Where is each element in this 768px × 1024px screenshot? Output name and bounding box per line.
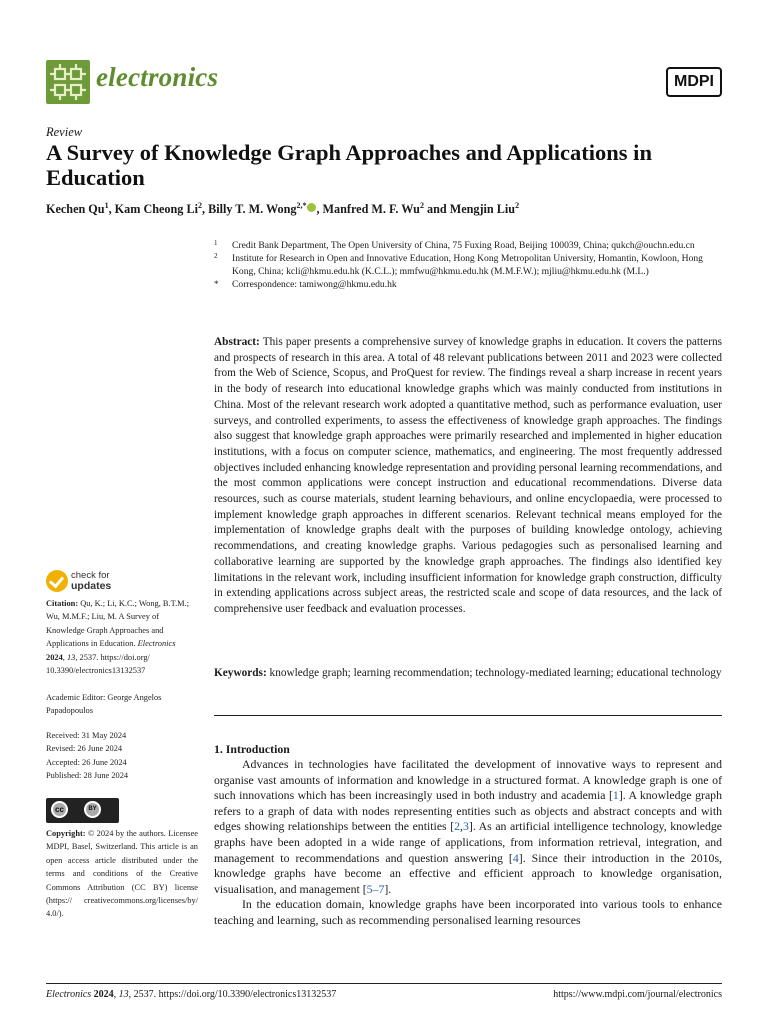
journal-logo-icon <box>46 60 90 104</box>
paragraph: Advances in technologies have facilitated the development of innovative ways to represent and organise vast amounts of information and knowledge in a structured format. A knowledge graph is one of such innovations which has been increasingly used in both industry and academia [1]. A knowledge graph refers to a graph of data with nodes representing entities such as objects and abstract concepts and with edges showing relationships between the entities [2,3]. As an artificial intelligence technology, knowledge graphs have been adopted in a wide range of applications, from information retrieval, integration, and management to recommendations and question answering [4]. Since their introduction in the 2010s, knowledge graphs have become an effective and efficient approach to knowledge organisation, visualisation, and management [5–7]. <box>214 757 722 896</box>
article-type: Review <box>46 125 83 139</box>
academic-editor: Academic Editor: George Angelos Papadopoulos <box>46 693 162 716</box>
abstract-text: This paper presents a comprehensive survey of knowledge graphs in education. It covers the patterns and prospects of research in this area. A total of 48 relevant publications between 2011 and 2023 were collected from the Web of Science, Scopus, and ProQuest for review. The findings reveal a sharp increase in recent years in the body of research into educational knowledge graphs which was mainly conducted from institutions in China. Most of the relevant research work adopted a quantitative method, such as performance evaluation, user surveys, and controlled experiments, to assess the effectiveness of knowledge graph approaches. The findings also suggest that knowledge graph approaches were primarily researched and implemented in higher education institutions, with a focus on computer science, mathematics, and engineering. The most frequently addressed objectives included enhancing knowledge representation and providing personal learning recommendations, and the most common applications were concept instruction and educational recommendations. Diverse data resources, such as course materials, student learning behaviours, and online encyclopaedia, were processed to implement knowledge graph approaches in different scenarios. Relevant technical means employed for the implementation of knowledge graphs dealt with the purposes of building knowledge ontology, achieving recommendations, and creating knowledge graphs. Various pedagogies such as personalised learning and collaborative learning are supported by the knowledge graph approaches. The findings also identified key limitations in the relevant work, including insufficient information for knowledge graph construction, difficulty in extending applications across subject areas, the restricted scale and scope of data resources, and the lack of comprehensive user feedback and evaluation processes. <box>214 336 722 615</box>
author[interactable]: Kechen Qu <box>46 202 105 217</box>
citation-doi[interactable]: , 2537. https://doi.org/ 10.3390/electronics13132537 <box>46 652 150 676</box>
publication-dates: Received: 31 May 2024 Revised: 26 June 2024 Accepted: 26 June 2024 Published: 28 June 2024 <box>46 731 129 781</box>
section-divider <box>214 715 722 716</box>
introduction-body <box>214 757 722 929</box>
reference-link[interactable]: 2 <box>454 819 461 834</box>
author-list: Kechen Qu$^1$, Kam Cheong Li$^2$, Billy T. M. Wong$^{2,*}$ , Manfred M. F. Wu$^2$ and Mengjin Liu$^2$ <box>46 201 520 217</box>
author[interactable]: Billy T. M. Wong <box>208 202 297 217</box>
keywords-text: knowledge graph; learning recommendation; technology-mediated learning; educational technology <box>269 667 722 679</box>
section-heading-introduction: 1. Introduction <box>214 742 290 756</box>
affiliation-1: 1 Credit Bank Department, The Open University of China, 75 Fuxing Road, Beijing 100039, China; qukch@ouchn.edu.cn <box>214 239 695 251</box>
reference-link[interactable]: 3 <box>462 819 469 834</box>
check-icon <box>46 570 68 592</box>
cc-by-license-icon[interactable]: cc BY <box>46 798 119 823</box>
abstract-label: Abstract: <box>214 336 260 348</box>
journal-name: electronics <box>96 62 219 92</box>
footer-journal-url[interactable]: https://www.mdpi.com/journal/electronics <box>553 989 722 1000</box>
abstract <box>214 335 722 618</box>
citation-block: Citation: Qu, K.; Li, K.C.; Wong, B.T.M.; Wu, M.M.F.; Liu, M. A Survey of Knowledge Graph Approaches and Applications in Education. Electronics 2024, 13, 2537. https://doi.org/ 10.3390/electronics13132537 <box>46 599 190 676</box>
affiliation-2: 2 Institute for Research in Open and Innovative Education, Hong Kong Metropolitan University, Homantin, Kowloon, Hong Kong, China; kcli@hkmu.edu.hk (K.C.L.); mmfwu@hkmu.edu.hk (M.M.F.W.); mjliu@hkmu.edu.hk (M.L.) <box>214 252 703 277</box>
author[interactable]: Mengjin Liu <box>449 202 516 217</box>
reference-link[interactable]: 5–7 <box>366 881 385 896</box>
article-title: A Survey of Knowledge Graph Approaches and Applications in Education <box>46 140 652 190</box>
publisher-logo: MDPI <box>666 67 722 97</box>
copyright-block: Copyright: © 2024 by the authors. Licensee MDPI, Basel, Switzerland. This article is an open access article distributed under the terms and conditions of the Creative Commons Attribution (CC BY) license (https:// creativecommons.org/licenses/by/ 4.0/). <box>46 829 198 919</box>
author[interactable]: Manfred M. F. Wu <box>322 202 420 217</box>
check-for-updates-badge[interactable]: check for updates <box>46 570 156 596</box>
reference-link[interactable]: 1 <box>612 788 619 803</box>
reference-link[interactable]: 4 <box>512 850 519 865</box>
correspondence: * Correspondence: tamiwong@hkmu.edu.hk <box>214 279 397 290</box>
keywords <box>214 665 722 681</box>
footer-divider <box>46 983 722 984</box>
keywords-label: Keywords: <box>214 667 267 679</box>
footer-citation: Electronics 2024, 13, 2537. https://doi.org/10.3390/electronics13132537 <box>46 989 337 1000</box>
affiliations <box>214 239 724 291</box>
author[interactable]: Kam Cheong Li <box>114 202 198 217</box>
paragraph: In the education domain, knowledge graphs have been incorporated into various tools to enhance teaching and learning, such as recommending personalised learning resources <box>214 897 722 927</box>
